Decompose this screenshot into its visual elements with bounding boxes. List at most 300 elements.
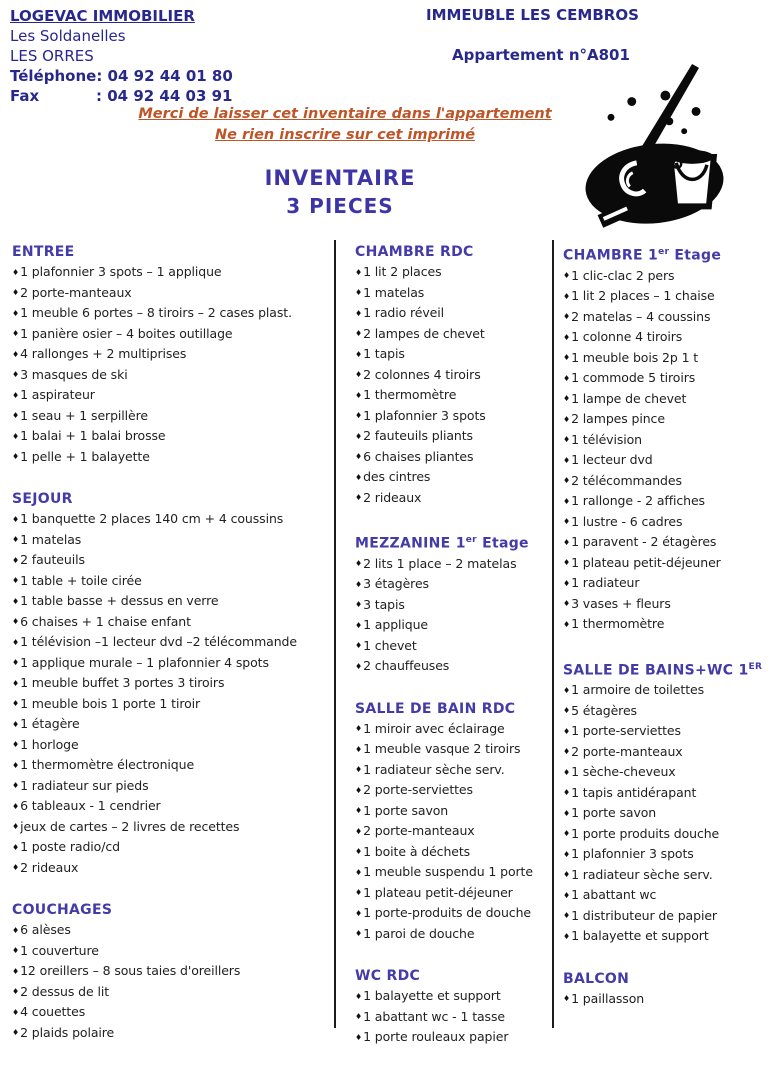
- fax-row: [10, 86, 233, 106]
- item-text: 2 rideaux: [363, 489, 422, 505]
- item-text: 1 rallonge - 2 affiches: [571, 493, 705, 509]
- item-text: 1 lit 2 places: [363, 264, 442, 279]
- item-text: 1 applique murale – 1 plafonnier 4 spots: [20, 654, 269, 670]
- item-text: 1 horloge: [20, 736, 79, 752]
- item-text: 2 lampes pince: [571, 411, 665, 427]
- inventory-item: [12, 858, 334, 879]
- diamond-bullet-icon: ♦: [563, 517, 571, 527]
- inventory-item: [563, 327, 768, 348]
- item-text: 1 armoire de toilettes: [571, 682, 704, 698]
- inventory-item: [563, 762, 768, 783]
- inventory-item: [12, 509, 334, 530]
- item-text: 1 porte produits douche: [571, 825, 720, 841]
- inventory-item: [12, 612, 334, 633]
- item-text: 1 balayette et support: [571, 928, 709, 944]
- section-heading: SEJOUR: [12, 491, 73, 507]
- section-heading: ENTREE: [12, 244, 75, 260]
- inventory-section: [563, 969, 768, 1010]
- diamond-bullet-icon: ♦: [355, 493, 363, 502]
- inventory-item: [563, 721, 768, 742]
- diamond-bullet-icon: ♦: [563, 455, 571, 465]
- inventory-item: [12, 591, 334, 612]
- inventory-section: [355, 242, 552, 508]
- inventory-item: [563, 409, 768, 430]
- diamond-bullet-icon: ♦: [12, 576, 20, 585]
- item-text: 1 balai + 1 balai brosse: [20, 428, 166, 443]
- diamond-bullet-icon: ♦: [12, 678, 20, 688]
- phone-number: 04 92 44 01 80: [107, 67, 233, 85]
- diamond-bullet-icon: ♦: [12, 1007, 20, 1017]
- diamond-bullet-icon: ♦: [355, 288, 363, 297]
- item-text: 1 plafonnier 3 spots: [363, 407, 486, 423]
- diamond-bullet-icon: ♦: [563, 435, 571, 445]
- diamond-bullet-icon: ♦: [12, 863, 20, 872]
- diamond-bullet-icon: ♦: [563, 599, 571, 609]
- diamond-bullet-icon: ♦: [563, 619, 571, 629]
- item-text: 2 plaids polaire: [20, 1024, 115, 1040]
- diamond-bullet-icon: ♦: [563, 558, 571, 568]
- diamond-bullet-icon: ♦: [355, 390, 363, 400]
- diamond-bullet-icon: ♦: [12, 617, 20, 626]
- diamond-bullet-icon: ♦: [563, 291, 571, 301]
- diamond-bullet-icon: ♦: [12, 760, 20, 770]
- item-text: 1 commode 5 tiroirs: [571, 370, 696, 386]
- diamond-bullet-icon: ♦: [563, 849, 571, 859]
- inventory-item: [563, 348, 768, 369]
- phone-sep: :: [96, 67, 103, 85]
- inventory-item: [563, 989, 768, 1010]
- inventory-item: [563, 865, 768, 886]
- diamond-bullet-icon: ♦: [563, 829, 571, 839]
- fax-sep: :: [96, 87, 102, 105]
- inventory-item: [563, 553, 768, 574]
- apartment-number: Appartement n°A801: [452, 46, 630, 64]
- inventory-item: [563, 594, 768, 615]
- diamond-bullet-icon: ♦: [563, 271, 571, 281]
- inventory-item: [355, 406, 552, 427]
- diamond-bullet-icon: ♦: [12, 781, 20, 790]
- item-text: 1 seau + 1 serpillère: [20, 407, 148, 423]
- item-text: 1 télévision: [571, 431, 642, 447]
- inventory-item: [12, 755, 334, 776]
- inventory-item: [355, 821, 552, 842]
- inventory-item: [355, 365, 552, 386]
- diamond-bullet-icon: ♦: [563, 870, 571, 880]
- diamond-bullet-icon: ♦: [12, 390, 20, 400]
- item-text: 2 matelas – 4 coussins: [571, 308, 711, 324]
- item-text: 3 tapis: [363, 596, 405, 612]
- diamond-bullet-icon: ♦: [12, 801, 20, 811]
- diamond-bullet-icon: ♦: [12, 596, 20, 606]
- inventory-item: [355, 447, 552, 468]
- item-text: 1 distributeur de papier: [571, 907, 717, 923]
- inventory-item: [12, 694, 334, 715]
- diamond-bullet-icon: ♦: [355, 267, 363, 277]
- diamond-bullet-icon: ♦: [355, 1012, 363, 1022]
- inventory-item: [12, 365, 334, 386]
- item-text: 1 pelle + 1 balayette: [20, 448, 150, 464]
- item-text: 1 étagère: [20, 716, 80, 731]
- diamond-bullet-icon: ♦: [12, 699, 20, 708]
- diamond-bullet-icon: ♦: [355, 908, 363, 918]
- diamond-bullet-icon: ♦: [12, 946, 20, 955]
- diamond-bullet-icon: ♦: [12, 555, 20, 565]
- inventory-item: [563, 701, 768, 722]
- inventory-item: [563, 286, 768, 307]
- diamond-bullet-icon: ♦: [355, 559, 363, 569]
- diamond-bullet-icon: ♦: [355, 308, 363, 318]
- item-text: 2 porte-manteaux: [571, 743, 683, 759]
- diamond-bullet-icon: ♦: [12, 431, 20, 441]
- fax-number: 04 92 44 03 91: [107, 87, 233, 105]
- item-text: 1 lampe de chevet: [571, 390, 687, 406]
- inventory-item: [12, 406, 334, 427]
- section-heading: CHAMBRE 1er Etage: [563, 247, 722, 264]
- item-text: 1 clic-clac 2 pers: [571, 267, 675, 283]
- inventory-item: [12, 941, 334, 962]
- inventory-item: [355, 303, 552, 324]
- diamond-bullet-icon: ♦: [563, 890, 571, 900]
- item-text: 1 plateau petit-déjeuner: [571, 554, 721, 570]
- diamond-bullet-icon: ♦: [12, 1028, 20, 1037]
- item-text: 1 meuble 6 portes – 8 tiroirs – 2 cases plast.: [20, 305, 292, 320]
- inventory-item: [355, 283, 552, 304]
- item-text: 1 télévision –1 lecteur dvd –2 télécommande: [20, 634, 297, 649]
- heading-superscript: er: [658, 247, 670, 257]
- diamond-bullet-icon: ♦: [355, 847, 363, 857]
- diamond-bullet-icon: ♦: [355, 579, 363, 589]
- inventory-item: [355, 574, 552, 595]
- item-text: 1 radiateur sèche serv.: [363, 761, 505, 777]
- item-text: 1 thermomètre: [571, 616, 665, 632]
- item-text: 1 porte savon: [363, 802, 449, 818]
- diamond-bullet-icon: ♦: [563, 394, 571, 404]
- phone-row: [10, 66, 233, 86]
- diamond-bullet-icon: ♦: [355, 888, 363, 898]
- diamond-bullet-icon: ♦: [563, 767, 571, 777]
- diamond-bullet-icon: ♦: [12, 987, 20, 996]
- diamond-bullet-icon: ♦: [563, 994, 571, 1004]
- diamond-bullet-icon: ♦: [355, 867, 363, 877]
- inventory-section: [355, 966, 552, 1048]
- diamond-bullet-icon: ♦: [355, 929, 363, 939]
- inventory-section: [563, 657, 768, 947]
- inventory-item: [563, 368, 768, 389]
- inventory-item: [12, 571, 334, 592]
- inventory-columns: [0, 240, 768, 1045]
- diamond-bullet-icon: ♦: [12, 637, 20, 647]
- diamond-bullet-icon: ♦: [563, 476, 571, 486]
- diamond-bullet-icon: ♦: [563, 706, 571, 716]
- diamond-bullet-icon: ♦: [355, 431, 363, 441]
- inventory-item: [12, 426, 334, 447]
- phone-label: Téléphone: [10, 67, 97, 85]
- cleaning-mop-and-bucket-clipart: [572, 60, 737, 238]
- inventory-item: [355, 719, 552, 740]
- inventory-section: [12, 242, 334, 467]
- inventory-item: [355, 842, 552, 863]
- inventory-item: [355, 344, 552, 365]
- inventory-item: [563, 532, 768, 553]
- item-text: 1 miroir avec éclairage: [363, 720, 505, 736]
- item-text: 1 radiateur: [571, 575, 640, 591]
- section-heading: SALLE DE BAINS+WC 1ER: [563, 661, 763, 679]
- diamond-bullet-icon: ♦: [563, 312, 571, 322]
- section-heading: SALLE DE BAIN RDC: [355, 700, 516, 717]
- diamond-bullet-icon: ♦: [355, 452, 363, 461]
- inventory-item: [563, 783, 768, 804]
- inventory-item: [12, 1023, 334, 1044]
- inventory-item: [563, 680, 768, 701]
- inventory-item: [12, 735, 334, 756]
- inventory-item: [563, 266, 768, 287]
- inventory-item: [12, 530, 334, 551]
- inventory-item: [563, 926, 768, 947]
- item-text: 1 lecteur dvd: [571, 452, 653, 468]
- item-text: 2 dessus de lit: [20, 983, 110, 999]
- inventory-item: [12, 447, 334, 468]
- inventory-item: [12, 776, 334, 797]
- inventory-item: [355, 426, 552, 447]
- inventory-item: [12, 673, 334, 694]
- item-text: 2 lampes de chevet: [363, 325, 485, 341]
- inventory-item: [12, 262, 334, 283]
- diamond-bullet-icon: ♦: [12, 966, 20, 976]
- diamond-bullet-icon: ♦: [12, 658, 20, 667]
- item-text: 1 paroi de douche: [363, 925, 475, 941]
- section-heading: WC RDC: [355, 968, 421, 985]
- item-text: 1 radiateur sur pieds: [20, 777, 149, 793]
- item-text: 1 meuble suspendu 1 porte: [363, 864, 533, 880]
- inventory-section: [12, 489, 334, 878]
- diamond-bullet-icon: ♦: [355, 785, 363, 795]
- diamond-bullet-icon: ♦: [355, 349, 363, 359]
- diamond-bullet-icon: ♦: [563, 931, 571, 941]
- building-name: IMMEUBLE LES CEMBROS: [426, 6, 639, 24]
- inventory-item: [563, 389, 768, 410]
- agency-residence: Les Soldanelles: [10, 27, 126, 45]
- inventory-item: [12, 837, 334, 858]
- inventory-item: [355, 780, 552, 801]
- item-text: 12 oreillers – 8 sous taies d'oreillers: [20, 963, 241, 978]
- item-text: 2 fauteuils pliants: [363, 428, 473, 443]
- diamond-bullet-icon: ♦: [563, 747, 571, 757]
- diamond-bullet-icon: ♦: [355, 620, 363, 630]
- diamond-bullet-icon: ♦: [12, 842, 20, 852]
- inventory-item: [12, 303, 334, 324]
- diamond-bullet-icon: ♦: [563, 911, 571, 921]
- item-text: 3 vases + fleurs: [571, 595, 671, 611]
- item-text: 4 rallonges + 2 multiprises: [20, 346, 187, 361]
- inventory-item: [12, 283, 334, 304]
- title-line-2: 3 PIECES: [286, 194, 394, 218]
- diamond-bullet-icon: ♦: [563, 414, 571, 424]
- inventory-item: [563, 471, 768, 492]
- diamond-bullet-icon: ♦: [12, 308, 20, 318]
- item-text: 1 abattant wc - 1 tasse: [363, 1008, 505, 1024]
- item-text: 5 étagères: [571, 702, 637, 718]
- inventory-item: [563, 307, 768, 328]
- inventory-item: [355, 595, 552, 616]
- item-text: 2 colonnes 4 tiroirs: [363, 366, 481, 382]
- item-text: des cintres: [363, 469, 431, 484]
- item-text: 1 tapis: [363, 346, 405, 361]
- inventory-item: [355, 636, 552, 657]
- item-text: 1 radiateur sèche serv.: [571, 866, 713, 882]
- item-text: 1 paravent - 2 étagères: [571, 534, 717, 550]
- inventory-item: [563, 512, 768, 533]
- inventory-item: [355, 760, 552, 781]
- inventory-item: [12, 1002, 334, 1023]
- diamond-bullet-icon: ♦: [12, 740, 20, 749]
- inventory-item: [563, 573, 768, 594]
- item-text: 1 poste radio/cd: [20, 839, 120, 854]
- item-text: 1 meuble bois 2p 1 t: [571, 349, 699, 365]
- item-text: 6 chaises + 1 chaise enfant: [20, 613, 191, 629]
- diamond-bullet-icon: ♦: [355, 826, 363, 836]
- inventory-item: [563, 885, 768, 906]
- item-text: jeux de cartes – 2 livres de recettes: [20, 818, 240, 834]
- diamond-bullet-icon: ♦: [12, 452, 20, 461]
- column-3: [554, 240, 768, 1028]
- diamond-bullet-icon: ♦: [355, 329, 363, 338]
- inventory-item: [563, 742, 768, 763]
- item-text: 2 rideaux: [20, 859, 79, 875]
- diamond-bullet-icon: ♦: [12, 288, 20, 297]
- diamond-bullet-icon: ♦: [355, 806, 363, 816]
- diamond-bullet-icon: ♦: [563, 496, 571, 506]
- inventory-item: [12, 817, 334, 838]
- item-text: 1 thermomètre électronique: [20, 757, 195, 772]
- inventory-item: [355, 488, 552, 509]
- agency-block: [10, 6, 233, 106]
- item-text: 2 fauteuils: [20, 552, 85, 567]
- diamond-bullet-icon: ♦: [12, 370, 20, 379]
- diamond-bullet-icon: ♦: [12, 267, 20, 277]
- inventory-item: [563, 824, 768, 845]
- item-text: 1 applique: [363, 617, 429, 633]
- item-text: 1 plafonnier 3 spots: [571, 846, 694, 862]
- item-text: 1 table basse + dessus en verre: [20, 593, 219, 608]
- diamond-bullet-icon: ♦: [12, 719, 20, 729]
- section-heading: CHAMBRE RDC: [355, 244, 474, 260]
- inventory-section: [563, 242, 768, 635]
- item-text: 6 alèses: [20, 922, 71, 937]
- diamond-bullet-icon: ♦: [355, 744, 363, 754]
- item-text: 1 plateau petit-déjeuner: [363, 884, 513, 900]
- column-1: [0, 240, 334, 1040]
- inventory-item: [355, 554, 552, 575]
- item-text: 1 thermomètre: [363, 387, 457, 402]
- inventory-section: [12, 900, 334, 1043]
- inventory-item: [563, 491, 768, 512]
- item-text: 1 meuble vasque 2 tiroirs: [363, 741, 521, 757]
- inventory-item: [355, 801, 552, 822]
- item-text: 1 aspirateur: [20, 387, 95, 402]
- inventory-item: [355, 656, 552, 677]
- inventory-item: [12, 344, 334, 365]
- column-2: [336, 240, 552, 1045]
- diamond-bullet-icon: ♦: [563, 788, 571, 798]
- diamond-bullet-icon: ♦: [563, 353, 571, 363]
- item-text: 2 télécommandes: [571, 472, 682, 488]
- diamond-bullet-icon: ♦: [355, 1032, 363, 1042]
- item-text: 1 tapis antidérapant: [571, 784, 697, 800]
- inventory-item: [563, 450, 768, 471]
- diamond-bullet-icon: ♦: [563, 808, 571, 818]
- diamond-bullet-icon: ♦: [355, 370, 363, 379]
- diamond-bullet-icon: ♦: [563, 332, 571, 342]
- inventory-item: [563, 803, 768, 824]
- item-text: 1 paillasson: [571, 990, 645, 1006]
- inventory-item: [355, 467, 552, 488]
- inventory-item: [355, 986, 552, 1007]
- section-heading: BALCON: [563, 970, 630, 987]
- diamond-bullet-icon: ♦: [355, 472, 363, 482]
- diamond-bullet-icon: ♦: [563, 685, 571, 695]
- section-heading: COUCHAGES: [12, 902, 113, 918]
- item-text: 1 sèche-cheveux: [571, 764, 676, 780]
- item-text: 1 porte rouleaux papier: [363, 1029, 509, 1045]
- inventory-item: [355, 862, 552, 883]
- inventory-section: [355, 699, 552, 945]
- item-text: 2 chauffeuses: [363, 658, 450, 674]
- item-text: 1 panière osier – 4 boites outillage: [20, 325, 233, 341]
- item-text: 1 porte-serviettes: [571, 723, 681, 739]
- inventory-item: [12, 550, 334, 571]
- agency-city: LES ORRES: [10, 47, 94, 65]
- diamond-bullet-icon: ♦: [563, 373, 571, 383]
- inventory-item: [12, 324, 334, 345]
- diamond-bullet-icon: ♦: [12, 822, 20, 831]
- inventory-item: [12, 982, 334, 1003]
- item-text: 1 boite à déchets: [363, 843, 471, 859]
- inventory-item: [563, 906, 768, 927]
- item-text: 1 radio réveil: [363, 305, 445, 320]
- inventory-item: [563, 614, 768, 635]
- item-text: 1 meuble bois 1 porte 1 tiroir: [20, 695, 201, 711]
- inventory-item: [12, 714, 334, 735]
- section-heading: MEZZANINE 1er Etage: [355, 535, 529, 552]
- inventory-item: [355, 262, 552, 283]
- inventory-item: [12, 961, 334, 982]
- item-text: 1 meuble buffet 3 portes 3 tiroirs: [20, 675, 225, 690]
- diamond-bullet-icon: ♦: [563, 537, 571, 547]
- diamond-bullet-icon: ♦: [563, 578, 571, 588]
- item-text: 6 tableaux - 1 cendrier: [20, 798, 161, 813]
- diamond-bullet-icon: ♦: [355, 661, 363, 671]
- inventory-item: [355, 385, 552, 406]
- item-text: 1 table + toile cirée: [20, 572, 142, 588]
- inventory-section: [355, 530, 552, 677]
- agency-name: LOGEVAC IMMOBILIER: [10, 7, 195, 25]
- diamond-bullet-icon: ♦: [12, 925, 20, 935]
- inventory-item: [12, 796, 334, 817]
- inventory-item: [12, 653, 334, 674]
- fax-label: Fax: [10, 87, 40, 105]
- diamond-bullet-icon: ♦: [12, 329, 20, 338]
- notice-line-1: Merci de laisser cet inventaire dans l'appartement: [138, 106, 552, 122]
- heading-superscript: ER: [748, 661, 763, 672]
- item-text: 1 banquette 2 places 140 cm + 4 coussins: [20, 511, 284, 526]
- item-text: 1 lustre - 6 cadres: [571, 513, 683, 529]
- inventory-item: [355, 1007, 552, 1028]
- item-text: 1 balayette et support: [363, 988, 501, 1004]
- inventory-item: [563, 430, 768, 451]
- diamond-bullet-icon: ♦: [12, 411, 20, 420]
- item-text: 1 matelas: [363, 284, 425, 300]
- inventory-item: [355, 1027, 552, 1048]
